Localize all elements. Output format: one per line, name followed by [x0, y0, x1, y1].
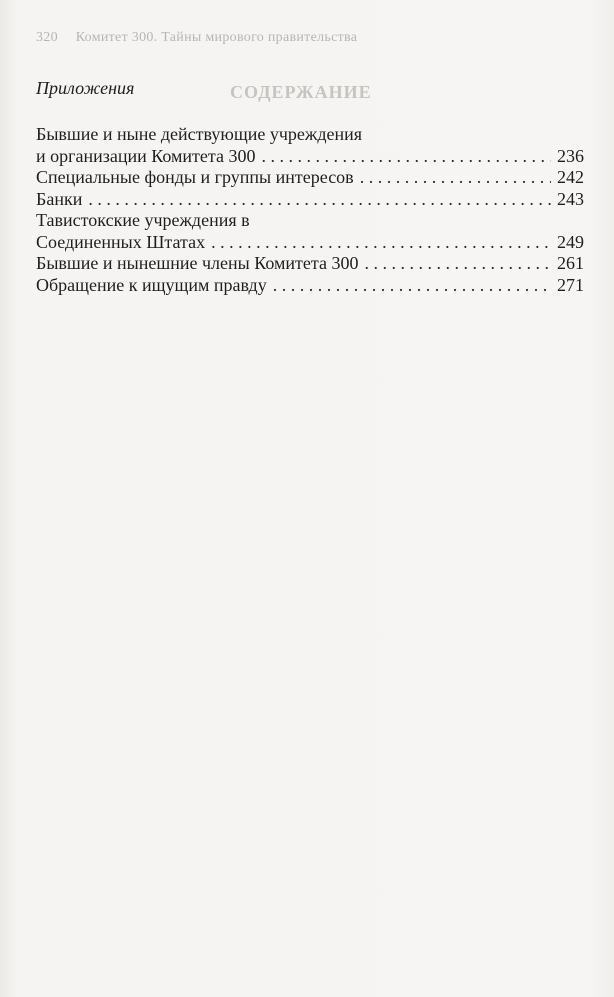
leader-dots — [273, 275, 551, 297]
leader-dots — [211, 232, 551, 254]
toc-entry-title: и организации Комитета 300 — [36, 145, 256, 166]
toc-page-number: 271 — [557, 274, 584, 295]
section-title: Приложения — [36, 78, 135, 98]
toc-entry-title: Обращение к ищущим правду — [36, 274, 267, 295]
toc-entry[interactable] — [36, 210, 584, 253]
toc-entry-line: Тавистокские учреждения в — [36, 210, 250, 230]
toc-entry-title: Бывшие и нынешние члены Комитета 300 — [36, 253, 359, 273]
toc-entry-title: Соединенных Штатах — [36, 231, 206, 252]
toc-page-number: 249 — [557, 231, 584, 252]
running-header — [36, 30, 357, 46]
toc-entry[interactable] — [36, 124, 584, 167]
leader-dots — [364, 253, 551, 275]
bleed-through-heading: СОДЕРЖАНИЕ — [230, 82, 372, 102]
header-page-number: 320 — [36, 30, 58, 45]
toc-entry[interactable] — [36, 167, 584, 189]
leader-dots — [88, 189, 551, 211]
toc-page-number: 261 — [557, 253, 584, 273]
header-running-title: Комитет 300. Тайны мирового правительства — [75, 30, 358, 45]
toc-entry-line: Бывшие и ныне действующие учреждения — [36, 124, 363, 144]
leader-dots — [262, 146, 552, 168]
toc-entry-title: Банки — [36, 188, 83, 209]
toc-page-number: 243 — [557, 188, 584, 209]
toc-page-number: 242 — [557, 167, 584, 187]
toc-entry[interactable] — [36, 275, 584, 297]
toc-entry[interactable] — [36, 253, 584, 275]
toc-entry-title: Специальные фонды и группы интересов — [36, 167, 354, 187]
toc-entry[interactable] — [36, 189, 584, 211]
table-of-contents — [36, 124, 584, 296]
leader-dots — [360, 167, 551, 189]
toc-page-number: 236 — [557, 145, 584, 166]
